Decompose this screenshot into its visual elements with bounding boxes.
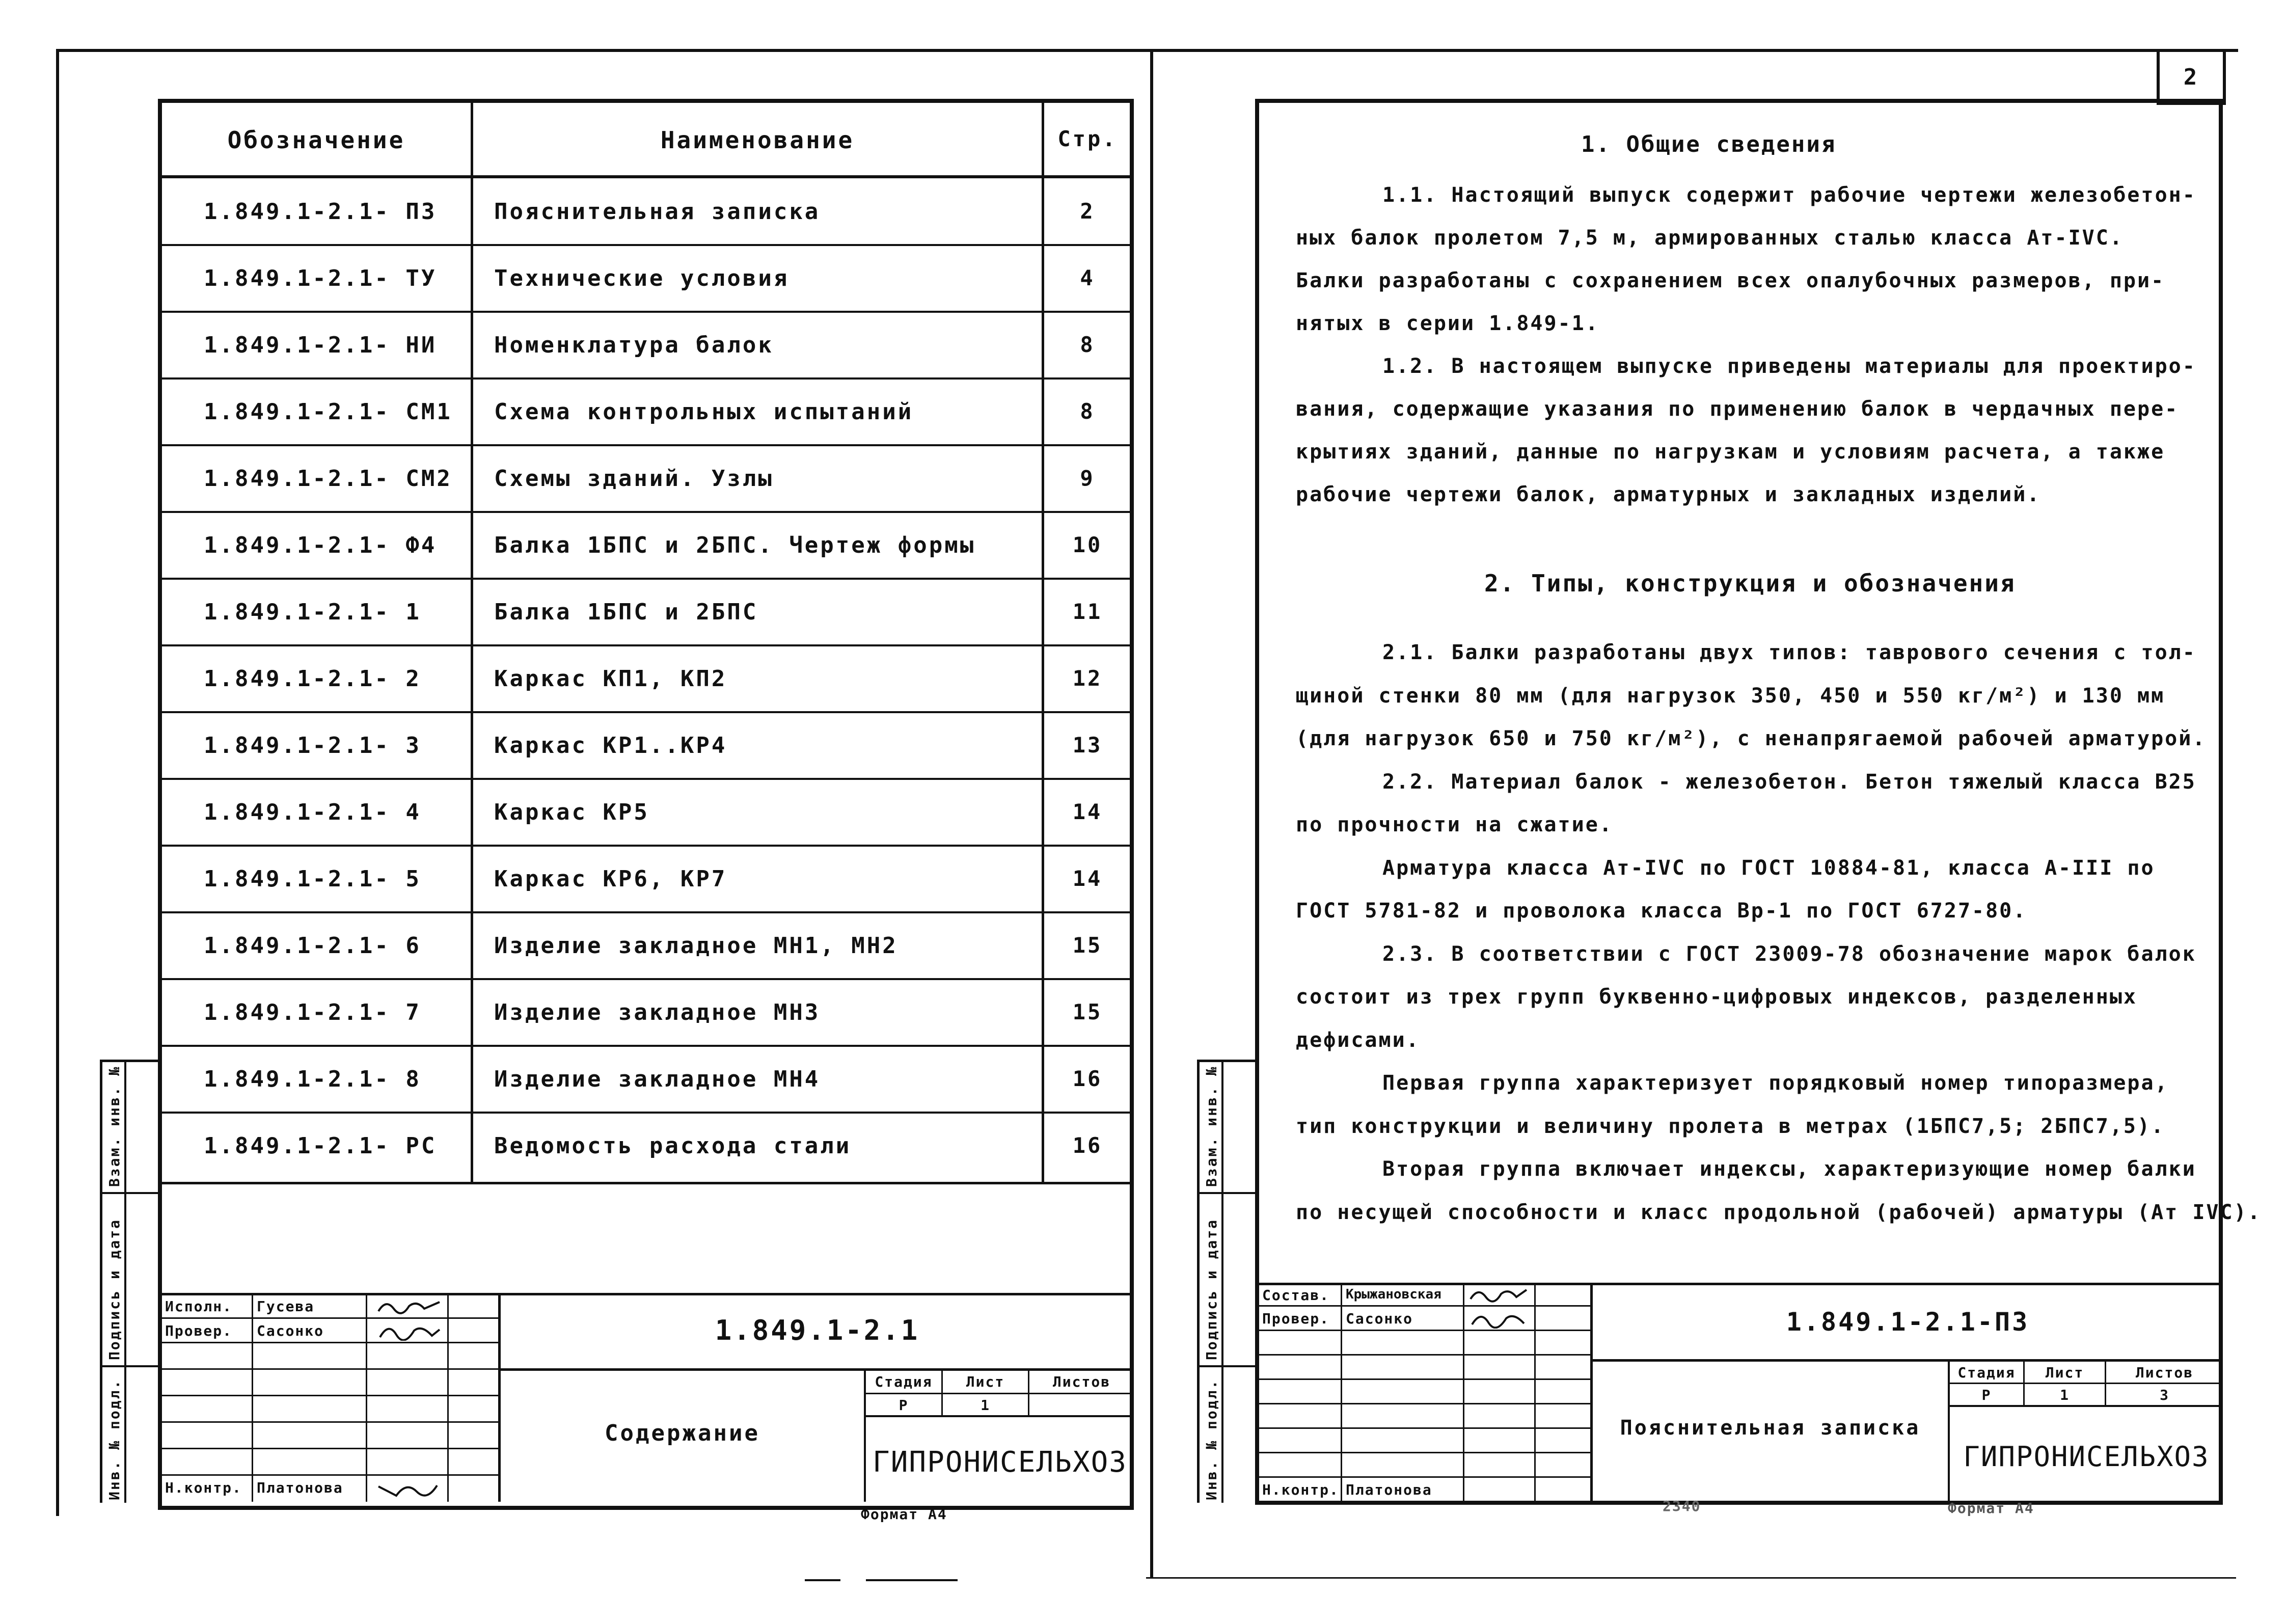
text-line: вания, содержащие указания по применению балок в чердачных пере- (1296, 397, 2179, 421)
row-code: 1.849.1-2.1- 6 (204, 933, 421, 959)
text-line: Вторая группа включает индексы, характеризующие номер балки (1382, 1157, 2196, 1181)
row-name: Балка 1БПС и 2БПС. Чертеж формы (494, 532, 976, 558)
text-line: по прочности на сжатие. (1296, 813, 1613, 836)
text-line: Арматура класса Ат-IVС по ГОСТ 10884-81, класса А-III по (1382, 856, 2155, 880)
row-name: Каркас КР6, КР7 (494, 866, 727, 892)
row-page: 8 (1080, 399, 1095, 424)
table-row (158, 645, 1134, 712)
signature-checker (376, 1319, 442, 1341)
right-stamp-name-norm-control: Платонова (1346, 1481, 1432, 1498)
row-page: 11 (1072, 599, 1103, 624)
row-code: 1.849.1-2.1- РС (204, 1133, 437, 1159)
right-stamp-sheet-label: Лист (2045, 1364, 2084, 1381)
text-line: нятых в серии 1.849-1. (1296, 312, 1599, 335)
table-row (158, 512, 1134, 579)
right-signature-author (1468, 1285, 1529, 1304)
row-code: 1.849.1-2.1- 8 (204, 1066, 421, 1092)
title-block (162, 1293, 1134, 1502)
row-divider (158, 978, 1134, 980)
stamp-org: ГИПРОНИСЕЛЬХОЗ (872, 1446, 1127, 1479)
row-page: 16 (1072, 1133, 1103, 1158)
row-code: 1.849.1-2.1- СМ1 (204, 399, 452, 425)
text-line: 2.3. В соответствии с ГОСТ 23009-78 обозначение марок балок (1382, 942, 2196, 966)
row-divider (158, 911, 1134, 913)
row-name: Каркас КП1, КП2 (494, 666, 727, 692)
signature-norm-control (376, 1476, 442, 1499)
stamp-name-executor: Гусева (257, 1298, 315, 1315)
text-line: крытиях зданий, данные по нагрузкам и условиям расчета, а также (1296, 440, 2165, 464)
row-divider (158, 778, 1134, 780)
row-code: 1.849.1-2.1- СМ2 (204, 466, 452, 492)
stamp-role-norm-control: Н.контр. (165, 1479, 242, 1496)
row-page: 16 (1072, 1066, 1103, 1091)
row-divider (158, 711, 1134, 713)
row-name: Изделие закладное МН1, МН2 (494, 933, 898, 959)
right-bottom-code: 2340 (1663, 1498, 1701, 1514)
text-line: дефисами. (1296, 1028, 1420, 1052)
row-name: Изделие закладное МН3 (494, 999, 821, 1025)
stamp-name-checker: Сасонко (257, 1322, 324, 1339)
row-divider (158, 311, 1134, 313)
row-code: 1.849.1-2.1- 3 (204, 733, 421, 759)
row-code: 1.849.1-2.1- 2 (204, 666, 421, 692)
text-line: Балки разработаны с сохранением всех опалубочных размеров, при- (1296, 269, 2165, 292)
row-name: Номенклатура балок (494, 332, 774, 358)
right-side-label-signature: Подпись и дата (1203, 1218, 1220, 1360)
text-line: состоит из трех групп буквенно-цифровых индексов, разделенных (1296, 985, 2138, 1009)
right-stamp-name-checker: Сасонко (1346, 1310, 1413, 1327)
text-line: 2.1. Балки разработаны двух типов: таврового сечения с тол- (1382, 641, 2196, 664)
right-stamp-doc-code: 1.849.1-2.1-ПЗ (1786, 1307, 2030, 1337)
right-stamp-sheets-value: 3 (2160, 1387, 2169, 1403)
text-line: 1.2. В настоящем выпуске приведены материалы для проектиро- (1382, 355, 2196, 378)
right-side-label-replace: Взам. инв. № (1203, 1065, 1220, 1187)
right-stamp-role-norm-control: Н.контр. (1262, 1481, 1339, 1498)
right-stamp-title: Пояснительная записка (1620, 1416, 1921, 1440)
stamp-stage-value: Р (899, 1397, 909, 1414)
table-row (158, 1113, 1134, 1179)
right-stamp-name-author: Крыжановская (1346, 1287, 1441, 1302)
format-label: Формат А4 (861, 1506, 947, 1523)
text-line: тип конструкции и величину пролета в метрах (1БПС7,5; 2БПС7,5). (1296, 1114, 2165, 1138)
table-row (158, 712, 1134, 779)
right-side-label-inv: Инв. № подл. (1203, 1378, 1220, 1500)
text-line: рабочие чертежи балок, арматурных и закладных изделий. (1296, 483, 2041, 506)
stamp-sheets-label: Листов (1052, 1373, 1111, 1390)
stamp-doc-code: 1.849.1-2.1 (715, 1314, 920, 1346)
row-page: 14 (1072, 799, 1103, 824)
row-name: Пояснительная записка (494, 199, 821, 225)
row-page: 10 (1072, 532, 1103, 557)
signature-executor (376, 1296, 442, 1316)
row-page: 15 (1072, 933, 1103, 958)
row-page: 9 (1080, 466, 1095, 491)
row-name: Каркас КР1..КР4 (494, 733, 727, 759)
text-line: 2.2. Материал балок - железобетон. Бетон тяжелый класса В25 (1382, 770, 2196, 794)
right-stamp-sheets-label: Листов (2135, 1364, 2194, 1381)
page-number: 2 (2183, 64, 2199, 90)
column-header-page: Стр. (1057, 126, 1118, 151)
right-stamp-role-checker: Провер. (1262, 1310, 1330, 1327)
table-row (158, 846, 1134, 912)
table-row (158, 378, 1134, 445)
table-row (158, 178, 1134, 245)
right-sheet (1153, 0, 2286, 1624)
row-code: 1.849.1-2.1- 1 (204, 599, 421, 625)
text-line: ных балок пролетом 7,5 м, армированных сталью класса Ат-IVС. (1296, 226, 2124, 250)
right-stamp-stage-value: Р (1981, 1387, 1992, 1403)
column-header-designation: Обозначение (227, 126, 405, 154)
row-divider (158, 244, 1134, 246)
stamp-role-executor: Исполн. (165, 1298, 233, 1315)
table-row (158, 312, 1134, 378)
table-row (158, 245, 1134, 312)
stamp-name-norm-control: Платонова (257, 1479, 343, 1496)
text-line: Первая группа характеризует порядковый номер типоразмера, (1382, 1071, 2169, 1095)
right-stamp-stage-label: Стадия (1957, 1364, 2016, 1381)
row-page: 15 (1072, 999, 1103, 1024)
table-row (158, 445, 1134, 512)
row-name: Каркас КР5 (494, 799, 649, 825)
row-name: Схема контрольных испытаний (494, 399, 914, 425)
section1-title: 1. Общие сведения (1581, 131, 1837, 157)
row-divider (158, 377, 1134, 380)
text-line: ГОСТ 5781-82 и проволока класса Вр-1 по ГОСТ 6727-80. (1296, 899, 2027, 923)
row-code: 1.849.1-2.1- ТУ (204, 265, 437, 291)
side-label-replace: Взам. инв. № (106, 1065, 123, 1187)
row-divider (158, 644, 1134, 646)
right-stamp-role-author: Состав. (1262, 1287, 1330, 1304)
right-title-block (1259, 1283, 2223, 1502)
table-row (158, 779, 1134, 846)
table-row (158, 979, 1134, 1046)
row-code: 1.849.1-2.1- 7 (204, 999, 421, 1025)
row-divider (158, 444, 1134, 446)
row-page: 4 (1080, 265, 1095, 290)
table-row (158, 912, 1134, 979)
row-code: 1.849.1-2.1- 5 (204, 866, 421, 892)
row-page: 13 (1072, 733, 1103, 757)
text-line: 1.1. Настоящий выпуск содержит рабочие чертежи железобетон- (1382, 183, 2196, 207)
row-page: 14 (1072, 866, 1103, 891)
row-page: 12 (1072, 666, 1103, 691)
stamp-sheet-value: 1 (981, 1397, 990, 1414)
stamp-stage-label: Стадия (875, 1373, 933, 1390)
row-name: Ведомость расхода стали (494, 1133, 852, 1159)
row-page: 2 (1080, 199, 1095, 224)
text-line: (для нагрузок 650 и 750 кг/м²), с ненапрягаемой рабочей арматурой. (1296, 727, 2207, 750)
table-row (158, 1046, 1134, 1113)
stamp-role-checker: Провер. (165, 1322, 233, 1339)
row-name: Изделие закладное МН4 (494, 1066, 821, 1092)
row-divider (158, 578, 1134, 580)
row-name: Схемы зданий. Узлы (494, 466, 774, 492)
row-code: 1.849.1-2.1- 4 (204, 799, 421, 825)
row-page: 8 (1080, 332, 1095, 357)
text-line: по несущей способности и класс продольной (рабочей) арматуры (Ат IVС). (1296, 1200, 2262, 1224)
row-name: Технические условия (494, 265, 790, 291)
right-stamp-org: ГИПРОНИСЕЛЬХОЗ (1963, 1441, 2210, 1473)
row-code: 1.849.1-2.1- Ф4 (204, 532, 437, 558)
row-divider (158, 1045, 1134, 1047)
row-divider (158, 845, 1134, 847)
table-row (158, 579, 1134, 645)
row-code: 1.849.1-2.1- НИ (204, 332, 437, 358)
right-signature-checker (1468, 1308, 1529, 1329)
stamp-title: Содержание (605, 1420, 760, 1446)
section2-title: 2. Типы, конструкция и обозначения (1484, 570, 2016, 597)
row-divider (158, 1112, 1134, 1114)
row-code: 1.849.1-2.1- ПЗ (204, 199, 437, 225)
row-name: Балка 1БПС и 2БПС (494, 599, 758, 625)
side-label-signature: Подпись и дата (106, 1218, 123, 1360)
text-line: щиной стенки 80 мм (для нагрузок 350, 450 и 550 кг/м²) и 130 мм (1296, 684, 2165, 708)
column-header-name: Наименование (660, 126, 855, 154)
right-format-label: Формат А4 (1948, 1500, 2034, 1517)
stamp-sheet-label: Лист (966, 1373, 1005, 1390)
side-label-inv: Инв. № подл. (106, 1378, 123, 1500)
row-divider (158, 511, 1134, 513)
right-stamp-sheet-value: 1 (2060, 1387, 2070, 1403)
